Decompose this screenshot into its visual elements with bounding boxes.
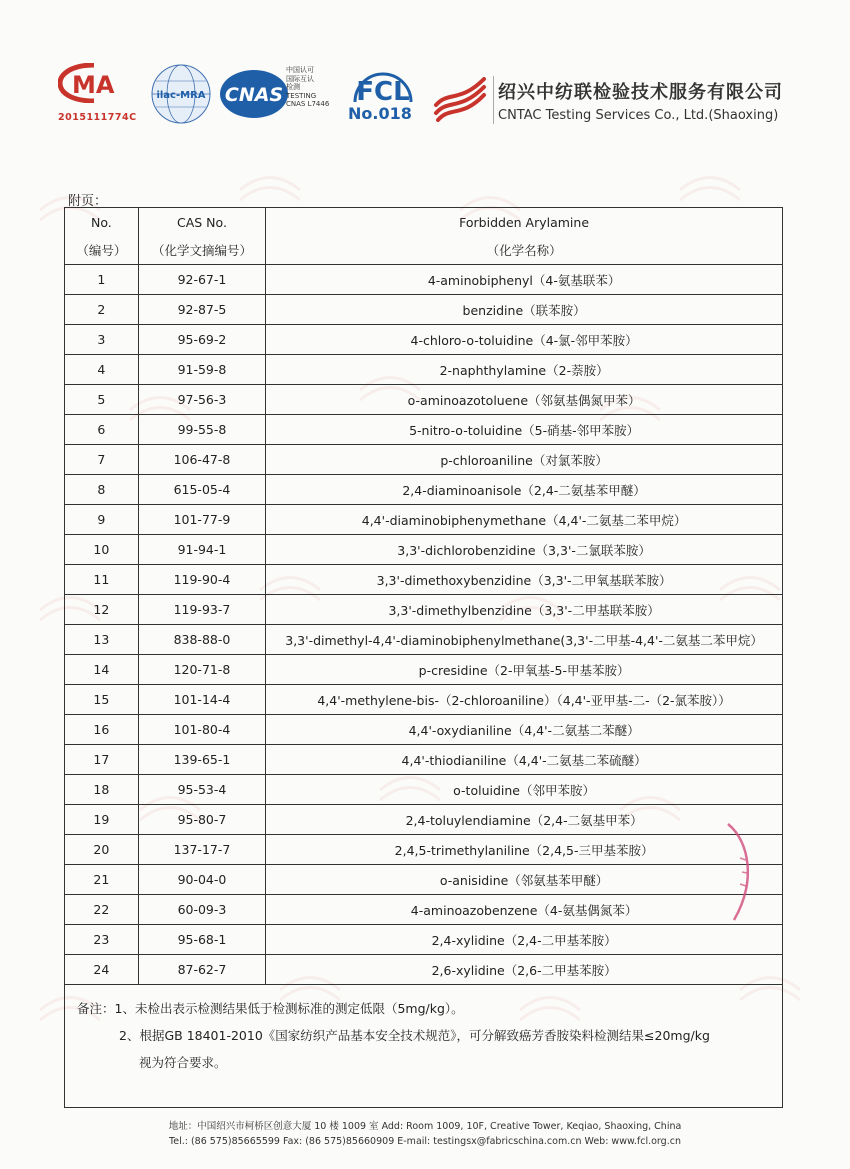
cnas-caption-line: 国际互认 [286, 74, 314, 83]
row-no: 17 [65, 745, 139, 775]
letterhead [58, 58, 808, 138]
row-cas: 97-56-3 [138, 385, 265, 415]
seal-stamp-mark [720, 822, 760, 922]
table-header-row-cn [65, 236, 783, 265]
table-row [65, 715, 783, 745]
table-row [65, 925, 783, 955]
row-no: 23 [65, 925, 139, 955]
ilac-mra-logo [150, 63, 212, 125]
row-no: 2 [65, 295, 139, 325]
ilac-globe-icon [150, 63, 212, 125]
row-name: 4,4'-oxydianiline（4,4'-二氨基二苯醚） [266, 715, 783, 745]
row-name: 4-chloro-o-toluidine（4-氯-邻甲苯胺） [266, 325, 783, 355]
table-row [65, 325, 783, 355]
footer-contact: Tel.: (86 575)85665599 Fax: (86 575)85660909 E-mail: testingsx@fabricschina.com.cn Web: www.fcl.org.cn [169, 1136, 681, 1147]
row-cas: 615-05-4 [138, 475, 265, 505]
fcl-text: FCL [356, 77, 410, 106]
footer-address: 地址：中国绍兴市柯桥区创意大厦 10 楼 1009 室 Add: Room 1009, 10F, Creative Tower, Keqiao, Shaoxing, China [168, 1121, 682, 1132]
header-name-cn: （化学名称） [266, 236, 783, 265]
note-line-3: 视为符合要求。 [139, 1055, 227, 1070]
row-no: 1 [65, 265, 139, 295]
table-row [65, 745, 783, 775]
row-cas: 95-68-1 [138, 925, 265, 955]
table-row [65, 865, 783, 895]
company-name-cn: 绍兴中纺联检验技术服务有限公司 [498, 82, 783, 103]
cnas-text: CNAS [224, 84, 284, 106]
row-no: 15 [65, 685, 139, 715]
row-name: 3,3'-dimethoxybenzidine（3,3'-二甲氧基联苯胺） [266, 565, 783, 595]
table-row [65, 895, 783, 925]
row-cas: 838-88-0 [138, 625, 265, 655]
row-name: 4-aminoazobenzene（4-氨基偶氮苯） [266, 895, 783, 925]
row-name: 4,4'-diaminobiphenymethane（4,4'-二氨基二苯甲烷） [266, 505, 783, 535]
cnas-caption [286, 66, 329, 109]
row-cas: 139-65-1 [138, 745, 265, 775]
note-line-2: 2、根据GB 18401-2010《国家纺织产品基本安全技术规范》，可分解致癌芳香胺染料检测结果≤20mg/kg [119, 1028, 710, 1043]
row-no: 24 [65, 955, 139, 985]
row-name: 3,3'-dimethyl-4,4'-diaminobiphenylmethane(3,3'-二甲基-4,4'-二氨基二苯甲烷） [266, 625, 783, 655]
arylamine-table [64, 207, 783, 1108]
row-cas: 91-94-1 [138, 535, 265, 565]
row-no: 8 [65, 475, 139, 505]
company-name [498, 78, 783, 123]
cnas-caption-line: TESTING [286, 91, 317, 100]
notes-cell [65, 985, 783, 1108]
row-cas: 137-17-7 [138, 835, 265, 865]
cntac-wave-icon [430, 73, 490, 123]
fcl-number: No.018 [348, 104, 412, 123]
row-name: 2,6-xylidine（2,6-二甲基苯胺） [266, 955, 783, 985]
table-row [65, 445, 783, 475]
cnas-caption-line: 检测 [286, 83, 300, 91]
cntac-logo [430, 73, 490, 123]
table-row [65, 505, 783, 535]
cma-icon [58, 63, 130, 103]
header-divider [493, 76, 494, 124]
fcl-icon [343, 62, 423, 106]
table-row [65, 355, 783, 385]
row-name: 2,4-toluylendiamine（2,4-二氨基甲苯） [266, 805, 783, 835]
row-name: 4-aminobiphenyl（4-氨基联苯） [266, 265, 783, 295]
row-name: 2,4-diaminoanisole（2,4-二氨基苯甲醚） [266, 475, 783, 505]
row-name: 3,3'-dimethylbenzidine（3,3'-二甲基联苯胺） [266, 595, 783, 625]
row-no: 14 [65, 655, 139, 685]
row-name: 5-nitro-o-toluidine（5-硝基-邻甲苯胺） [266, 415, 783, 445]
row-no: 16 [65, 715, 139, 745]
note-line-1: 备注：1、未检出表示检测结果低于检测标准的测定低限（5mg/kg）。 [77, 1001, 464, 1016]
row-no: 7 [65, 445, 139, 475]
appendix-label: 附页： [68, 194, 108, 209]
row-no: 6 [65, 415, 139, 445]
row-cas: 99-55-8 [138, 415, 265, 445]
row-name: benzidine（联苯胺） [266, 295, 783, 325]
row-name: o-aminoazotoluene（邻氨基偶氮甲苯） [266, 385, 783, 415]
row-cas: 91-59-8 [138, 355, 265, 385]
row-cas: 92-67-1 [138, 265, 265, 295]
table-row [65, 805, 783, 835]
row-no: 20 [65, 835, 139, 865]
table-row [65, 655, 783, 685]
row-no: 13 [65, 625, 139, 655]
row-no: 4 [65, 355, 139, 385]
table-row [65, 385, 783, 415]
row-name: 3,3'-dichlorobenzidine（3,3'-二氯联苯胺） [266, 535, 783, 565]
table-row [65, 685, 783, 715]
notes-row [65, 985, 783, 1108]
table-row [65, 475, 783, 505]
cnas-caption-line: CNAS L7446 [286, 100, 330, 108]
row-no: 9 [65, 505, 139, 535]
header-name: Forbidden Arylamine [266, 208, 783, 237]
row-name: 4,4'-thiodianiline（4,4'-二氨基二苯硫醚） [266, 745, 783, 775]
row-cas: 87-62-7 [138, 955, 265, 985]
table-row [65, 835, 783, 865]
company-name-en: CNTAC Testing Services Co., Ltd.(Shaoxing) [498, 108, 779, 123]
cma-text: MA [72, 71, 115, 99]
cnas-caption-line: 中国认可 [286, 66, 314, 74]
ilac-text: ilac-MRA [156, 90, 206, 101]
row-cas: 95-69-2 [138, 325, 265, 355]
row-no: 3 [65, 325, 139, 355]
table-row [65, 295, 783, 325]
row-cas: 120-71-8 [138, 655, 265, 685]
row-no: 18 [65, 775, 139, 805]
row-name: 2,4-xylidine（2,4-二甲基苯胺） [266, 925, 783, 955]
table-header-row [65, 208, 783, 237]
row-name: p-chloroaniline（对氯苯胺） [266, 445, 783, 475]
row-no: 22 [65, 895, 139, 925]
table-row [65, 625, 783, 655]
row-name: 2-naphthylamine（2-萘胺） [266, 355, 783, 385]
table-row [65, 535, 783, 565]
table-row [65, 775, 783, 805]
row-no: 11 [65, 565, 139, 595]
row-name: 2,4,5-trimethylaniline（2,4,5-三甲基苯胺） [266, 835, 783, 865]
row-cas: 101-14-4 [138, 685, 265, 715]
row-cas: 90-04-0 [138, 865, 265, 895]
row-no: 12 [65, 595, 139, 625]
row-no: 10 [65, 535, 139, 565]
cma-logo [58, 63, 136, 123]
table-row [65, 955, 783, 985]
row-cas: 95-53-4 [138, 775, 265, 805]
header-no: No. [65, 208, 139, 237]
row-cas: 92-87-5 [138, 295, 265, 325]
header-cas: CAS No. [138, 208, 265, 237]
row-cas: 60-09-3 [138, 895, 265, 925]
row-no: 21 [65, 865, 139, 895]
row-name: o-anisidine（邻氨基苯甲醚） [266, 865, 783, 895]
cma-number: 2015111774C [58, 112, 137, 123]
row-cas: 101-80-4 [138, 715, 265, 745]
row-cas: 119-93-7 [138, 595, 265, 625]
row-name: p-cresidine（2-甲氧基-5-甲基苯胺） [266, 655, 783, 685]
row-cas: 101-77-9 [138, 505, 265, 535]
table-row [65, 565, 783, 595]
table-row [65, 265, 783, 295]
row-no: 19 [65, 805, 139, 835]
row-cas: 95-80-7 [138, 805, 265, 835]
row-name: o-toluidine（邻甲苯胺） [266, 775, 783, 805]
table-row [65, 415, 783, 445]
row-cas: 106-47-8 [138, 445, 265, 475]
header-no-cn: （编号） [65, 236, 139, 265]
header-cas-cn: （化学文摘编号） [138, 236, 265, 265]
row-name: 4,4'-methylene-bis-（2-chloroaniline）（4,4'-亚甲基-二-（2-氯苯胺）） [266, 685, 783, 715]
table-row [65, 595, 783, 625]
row-cas: 119-90-4 [138, 565, 265, 595]
row-no: 5 [65, 385, 139, 415]
